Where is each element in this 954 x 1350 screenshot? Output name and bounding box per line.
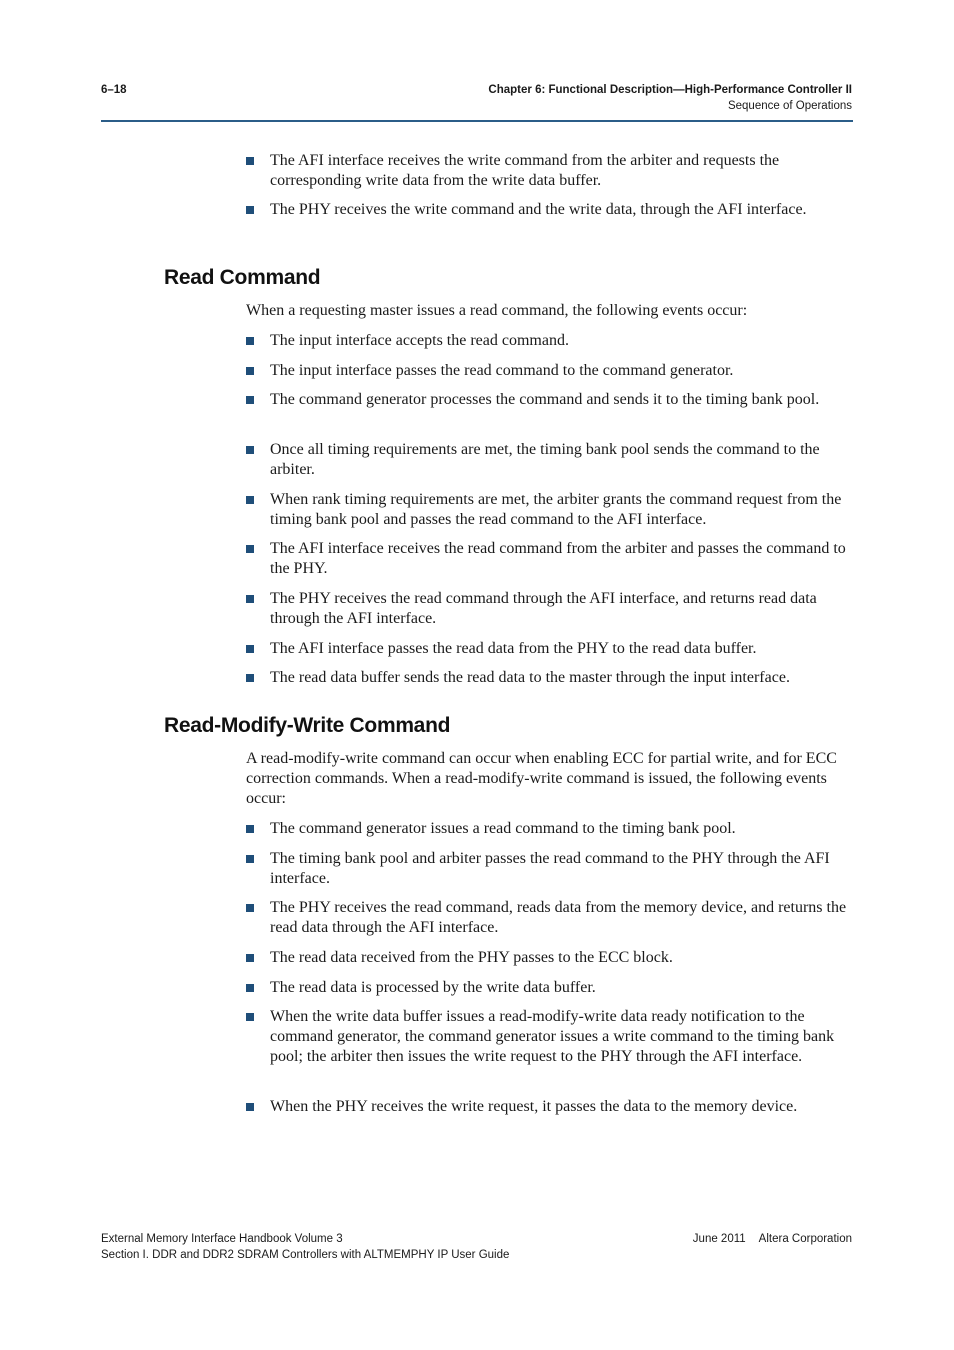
list-item: The PHY receives the read command, reads data from the memory device, and returns the read data through the AFI interface. (246, 898, 856, 938)
list-item: The read data is processed by the write data buffer. (246, 978, 856, 998)
bullet-square-icon (246, 595, 254, 603)
bullet-square-icon (246, 855, 254, 863)
list-item: The AFI interface receives the read command from the arbiter and passes the command to the PHY. (246, 539, 856, 579)
bullet-square-icon (246, 984, 254, 992)
bullet-square-icon (246, 206, 254, 214)
read-command-intro: When a requesting master issues a read command, the following events occur: (246, 302, 748, 319)
list-item: The AFI interface receives the write command from the arbiter and requests the corresponding write data from the write data buffer. (246, 151, 856, 191)
bullet-square-icon (246, 904, 254, 912)
section-title: Sequence of Operations (727, 100, 852, 112)
footer-date: June 2011 (692, 1233, 746, 1245)
list-item: When the write data buffer issues a read-modify-write data ready notification to the command generator, the command generator issues a write command to the timing bank pool; the arbiter then issues the write request to the PHY through the AFI interface. (246, 1007, 856, 1067)
footer-right (693, 1231, 852, 1247)
list-item: When the PHY receives the write request, it passes the data to the memory device. (246, 1097, 856, 1117)
rmw-command-heading: Read-Modify-Write Command (164, 714, 451, 737)
bullet-square-icon (246, 825, 254, 833)
bullet-square-icon (246, 367, 254, 375)
list-item: The PHY receives the read command through the AFI interface, and returns read data through the AFI interface. (246, 589, 856, 629)
bullet-square-icon (246, 337, 254, 345)
footer-company: Altera Corporation (758, 1233, 852, 1245)
read-command-heading: Read Command (164, 266, 321, 289)
list-item: The PHY receives the write command and the write data, through the AFI interface. (246, 200, 856, 220)
list-item: Once all timing requirements are met, the timing bank pool sends the command to the arbiter. (246, 440, 856, 480)
page-header (101, 84, 852, 122)
bullet-square-icon (246, 1103, 254, 1111)
footer-section-title: Section I. DDR and DDR2 SDRAM Controllers with ALTMEMPHY IP User Guide (101, 1249, 510, 1261)
bullet-square-icon (246, 545, 254, 553)
header-divider (101, 120, 853, 122)
page-footer (101, 1231, 852, 1265)
footer-book-title: External Memory Interface Handbook Volume 3 (101, 1233, 343, 1245)
list-item: The timing bank pool and arbiter passes the read command to the PHY through the AFI interface. (246, 849, 856, 889)
footer-left (101, 1231, 509, 1263)
list-item: The command generator processes the command and sends it to the timing bank pool. (246, 390, 856, 410)
bullet-square-icon (246, 674, 254, 682)
list-item: The read data buffer sends the read data to the master through the input interface. (246, 668, 856, 688)
bullet-square-icon (246, 1013, 254, 1021)
bullet-square-icon (246, 446, 254, 454)
bullet-square-icon (246, 157, 254, 165)
chapter-title: Chapter 6: Functional Description—High-Performance Controller II (488, 84, 852, 96)
list-item: When rank timing requirements are met, the arbiter grants the command request from the timing bank pool and passes the read command to the AFI interface. (246, 490, 856, 530)
page-number: 6–18 (101, 84, 127, 96)
list-item: The AFI interface passes the read data from the PHY to the read data buffer. (246, 639, 856, 659)
bullet-square-icon (246, 954, 254, 962)
list-item: The command generator issues a read command to the timing bank pool. (246, 819, 856, 839)
bullet-square-icon (246, 645, 254, 653)
list-item: The read data received from the PHY passes to the ECC block. (246, 948, 856, 968)
bullet-square-icon (246, 396, 254, 404)
bullet-square-icon (246, 496, 254, 504)
rmw-command-intro: A read-modify-write command can occur when enabling ECC for partial write, and for ECC correction commands. When a read-modify-write command is issued, the following events occur: (246, 750, 837, 807)
list-item: The input interface accepts the read command. (246, 331, 856, 351)
list-item: The input interface passes the read command to the command generator. (246, 361, 856, 381)
